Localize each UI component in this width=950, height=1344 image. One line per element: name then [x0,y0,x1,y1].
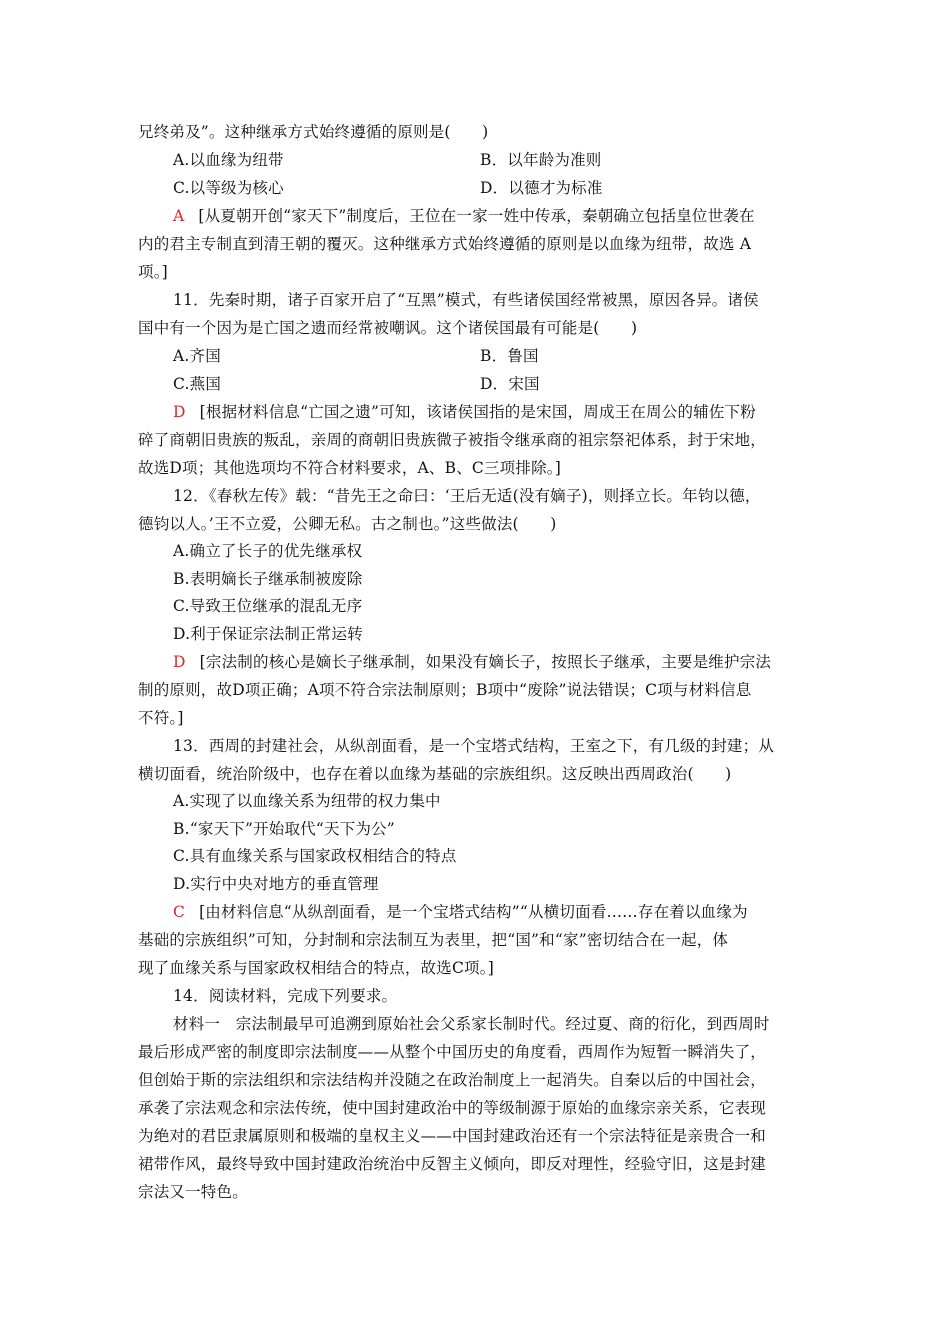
q13-option-a: A.实现了以血缘关系为纽带的权力集中 [173,792,441,810]
q10-explanation-line [173,206,755,226]
q11-explanation-text: [根据材料信息“亡国之遗”可知，该诸侯国指的是宋国，周成王在周公的辅佐下粉 [199,403,756,421]
q10-explanation-line: 项。] [138,263,168,281]
q12-answer: D [173,653,186,671]
q12-explanation-text: [宗法制的核心是嫡长子继承制，如果没有嫡长子，按照长子继承，主要是维护宗法 [199,653,772,671]
q12-explanation-line: 不符。] [138,709,184,727]
q11-explanation-line [173,402,756,422]
q14-material-line: 最后形成严密的制度即宗法制度——从整个中国历史的角度看，西周作为短暂一瞬消失了， [138,1043,767,1061]
q11-option-b: B．鲁国 [480,347,539,365]
q11-option-a: A.齐国 [173,347,221,365]
q13-explanation-line [173,902,748,922]
q13-explanation-text: [由材料信息“从纵剖面看，是一个宝塔式结构”“从横切面看……存在着以血缘为 [199,903,748,921]
q12-option-c: C.导致王位继承的混乱无序 [173,597,363,615]
q12-stem-line: 12．《春秋左传》载：“昔先王之命曰：‘王后无适(没有嫡子)，则择立长。年钧以德， [173,487,761,505]
q11-stem-line: 11．先秦时期，诸子百家开启了“互黑”模式，有些诸侯国经常被黑，原因各异。诸侯 [173,291,759,309]
q10-option-b: B．以年龄为准则 [480,151,602,169]
q14-material-line: 为绝对的君臣隶属原则和极端的皇权主义——中国封建政治还有一个宗法特征是亲贵合一和 [138,1127,767,1145]
q12-option-a: A.确立了长子的优先继承权 [173,542,363,560]
q14-material-line: 承袭了宗法观念和宗法传统，使中国封建政治中的等级制源于原始的血缘宗亲关系，它表现 [138,1099,767,1117]
q10-explanation-line: 内的君主专制直到清王朝的覆灭。这种继承方式始终遵循的原则是以血缘为纽带，故选 A [138,235,752,253]
q12-explanation-line: 制的原则，故D项正确；A项不符合宗法制原则；B项中“废除”说法错误；C项与材料信息 [138,681,752,699]
q12-option-d: D.利于保证宗法制正常运转 [173,625,363,643]
q14-material-line: 但创始于斯的宗法组织和宗法结构并没随之在政治制度上一起消失。自秦以后的中国社会， [138,1071,767,1089]
q11-answer: D [173,403,186,421]
q13-option-d: D.实行中央对地方的垂直管理 [173,875,379,893]
q11-option-d: D．宋国 [480,375,540,393]
q14-material-line: 裙带作风，最终导致中国封建政治统治中反智主义倾向，即反对理性，经验守旧，这是封建 [138,1155,767,1173]
q10-option-a: A.以血缘为纽带 [173,151,284,169]
q14-material-line: 宗法又一特色。 [138,1183,248,1201]
q14-stem: 14．阅读材料，完成下列要求。 [173,987,398,1005]
q11-option-c: C.燕国 [173,375,222,393]
q13-stem-line: 13．西周的封建社会，从纵剖面看，是一个宝塔式结构，王室之下，有几级的封建；从 [173,737,775,755]
q12-explanation-line [173,652,771,672]
q13-explanation-line: 基础的宗族组织”可知，分封制和宗法制互为表里，把“国”和“家”密切结合在一起，体 [138,931,729,949]
q11-explanation-line: 碎了商朝旧贵族的叛乱，亲周的商朝旧贵族微子被指令继承商的祖宗祭祀体系，封于宋地， [138,431,767,449]
q10-explanation-text: [从夏朝开创“家天下”制度后，王位在一家一姓中传承，秦朝确立包括皇位世袭在 [198,207,755,225]
q14-material-line: 材料一 宗法制最早可追溯到原始社会父系家长制时代。经过夏、商的衍化，到西周时 [173,1015,770,1033]
q13-option-c: C.具有血缘关系与国家政权相结合的特点 [173,847,457,865]
q13-answer: C [173,903,186,921]
q13-option-b: B.“家天下”开始取代“天下为公” [173,820,395,838]
q10-answer: A [173,207,185,225]
q10-option-d: D．以德才为标准 [480,179,603,197]
q13-stem-line: 横切面看，统治阶级中，也存在着以血缘为基础的宗族组织。这反映出西周政治( ) [138,765,732,783]
q13-explanation-line: 现了血缘关系与国家政权相结合的特点，故选C项。] [138,959,494,977]
q12-stem-line: 德钧以人。’王不立爱，公卿无私。古之制也。”这些做法( ) [138,515,557,533]
q10-stem-tail: 兄终弟及”。这种继承方式始终遵循的原则是( ) [138,123,489,141]
q11-explanation-line: 故选D项；其他选项均不符合材料要求，A、B、C三项排除。] [138,459,561,477]
q10-option-c: C.以等级为核心 [173,179,284,197]
q12-option-b: B.表明嫡长子继承制被废除 [173,570,363,588]
q11-stem-line: 国中有一个因为是亡国之遗而经常被嘲讽。这个诸侯国最有可能是( ) [138,319,638,337]
